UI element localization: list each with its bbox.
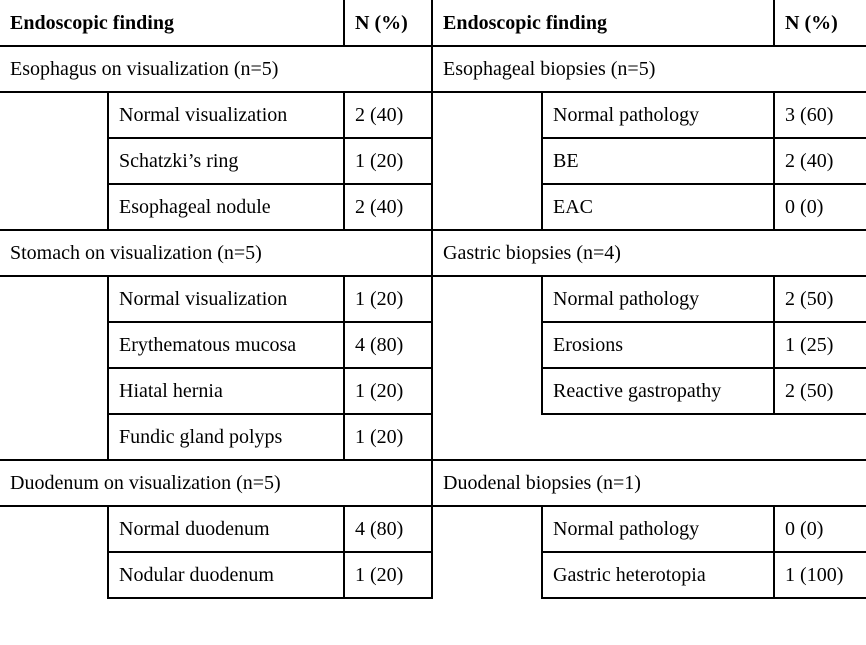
- biopsy-value: 3 (60): [774, 92, 866, 138]
- finding-label: Schatzki’s ring: [108, 138, 344, 184]
- header-right-n: N (%): [774, 0, 866, 46]
- indent-cell: [432, 368, 542, 414]
- indent-cell: [0, 322, 108, 368]
- finding-label: Erythematous mucosa: [108, 322, 344, 368]
- table-row: [0, 184, 866, 230]
- header-left-finding: Endoscopic finding: [0, 0, 344, 46]
- table-row: [0, 368, 866, 414]
- indent-cell: [432, 276, 542, 322]
- header-left-n: N (%): [344, 0, 432, 46]
- indent-cell: [0, 552, 108, 598]
- indent-cell: [432, 184, 542, 230]
- indent-cell: [0, 368, 108, 414]
- indent-cell: [0, 276, 108, 322]
- biopsy-label: BE: [542, 138, 774, 184]
- finding-value: 1 (20): [344, 552, 432, 598]
- indent-cell: [0, 414, 108, 460]
- finding-label: Normal visualization: [108, 276, 344, 322]
- section-title-row: [0, 230, 866, 276]
- indent-cell: [432, 92, 542, 138]
- finding-value: 2 (40): [344, 184, 432, 230]
- biopsy-value: 1 (100): [774, 552, 866, 598]
- table-row: [0, 276, 866, 322]
- table-row: [0, 552, 866, 598]
- biopsy-label: Reactive gastropathy: [542, 368, 774, 414]
- indent-cell: [0, 138, 108, 184]
- finding-label: Normal visualization: [108, 92, 344, 138]
- table-row: [0, 322, 866, 368]
- finding-label: Nodular duodenum: [108, 552, 344, 598]
- finding-value: 1 (20): [344, 368, 432, 414]
- section-title-left: Stomach on visualization (n=5): [0, 230, 432, 276]
- indent-cell: [432, 138, 542, 184]
- section-title-row: [0, 460, 866, 506]
- finding-label: Hiatal hernia: [108, 368, 344, 414]
- biopsy-value: 2 (50): [774, 276, 866, 322]
- biopsy-label: Erosions: [542, 322, 774, 368]
- biopsy-value: 0 (0): [774, 184, 866, 230]
- biopsy-label: Normal pathology: [542, 506, 774, 552]
- biopsy-value: 2 (50): [774, 368, 866, 414]
- table-row: [0, 506, 866, 552]
- finding-value: 2 (40): [344, 92, 432, 138]
- section-title-right: Esophageal biopsies (n=5): [432, 46, 866, 92]
- biopsy-value: 1 (25): [774, 322, 866, 368]
- section-title-left: Esophagus on visualization (n=5): [0, 46, 432, 92]
- biopsy-label: EAC: [542, 184, 774, 230]
- biopsy-value: 0 (0): [774, 506, 866, 552]
- indent-cell: [0, 506, 108, 552]
- finding-value: 4 (80): [344, 506, 432, 552]
- section-title-left: Duodenum on visualization (n=5): [0, 460, 432, 506]
- finding-value: 4 (80): [344, 322, 432, 368]
- finding-value: 1 (20): [344, 138, 432, 184]
- table-row: [0, 92, 866, 138]
- finding-label: Normal duodenum: [108, 506, 344, 552]
- finding-value: 1 (20): [344, 276, 432, 322]
- table-row: [0, 138, 866, 184]
- section-title-right: Duodenal biopsies (n=1): [432, 460, 866, 506]
- biopsy-label: Normal pathology: [542, 276, 774, 322]
- section-title-right: Gastric biopsies (n=4): [432, 230, 866, 276]
- table-row: [0, 414, 866, 460]
- indent-cell: [0, 184, 108, 230]
- indent-cell: [432, 552, 542, 598]
- header-row: [0, 0, 866, 46]
- empty-cell: [432, 414, 866, 460]
- indent-cell: [432, 322, 542, 368]
- indent-cell: [0, 92, 108, 138]
- finding-label: Esophageal nodule: [108, 184, 344, 230]
- biopsy-label: Gastric heterotopia: [542, 552, 774, 598]
- section-title-row: [0, 46, 866, 92]
- biopsy-value: 2 (40): [774, 138, 866, 184]
- header-right-finding: Endoscopic finding: [432, 0, 774, 46]
- finding-value: 1 (20): [344, 414, 432, 460]
- indent-cell: [432, 506, 542, 552]
- biopsy-label: Normal pathology: [542, 92, 774, 138]
- finding-label: Fundic gland polyps: [108, 414, 344, 460]
